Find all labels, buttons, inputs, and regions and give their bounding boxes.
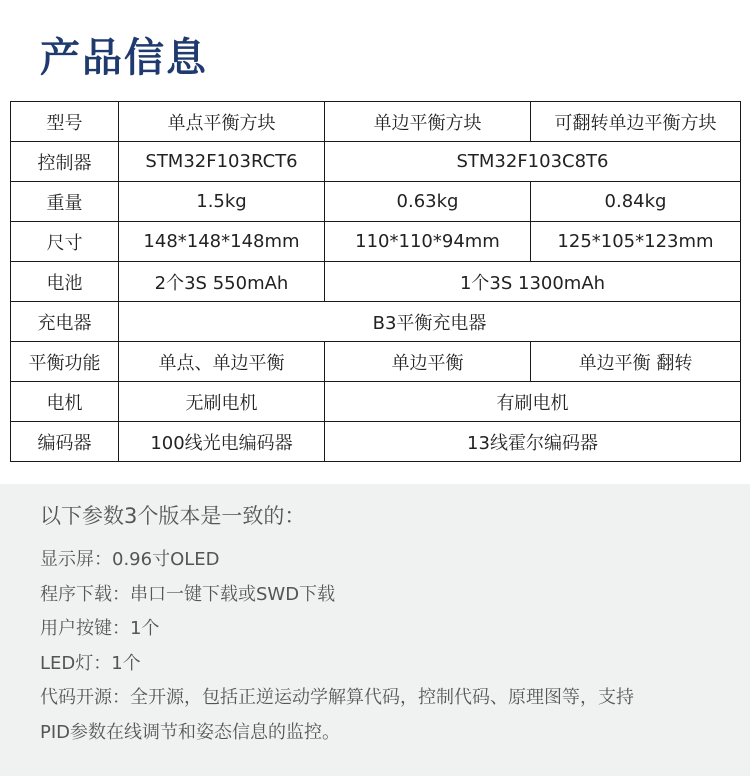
table-cell: 1.5kg bbox=[119, 182, 325, 222]
table-row-weight bbox=[11, 182, 741, 222]
table-cell: 无刷电机 bbox=[119, 382, 325, 422]
table-cell: 0.84kg bbox=[531, 182, 741, 222]
table-cell: 单边平衡 翻转 bbox=[531, 342, 741, 382]
table-row-motor bbox=[11, 382, 741, 422]
table-cell: 1个3S 1300mAh bbox=[325, 262, 741, 302]
spec-line-led: LED灯：1个 bbox=[40, 652, 141, 674]
table-cell: 2个3S 550mAh bbox=[119, 262, 325, 302]
row-label: 电池 bbox=[11, 262, 119, 302]
header-cell-single-point: 单点平衡方块 bbox=[119, 102, 325, 142]
common-specs-heading: 以下参数3个版本是一致的： bbox=[40, 504, 306, 528]
table-cell: 单点、单边平衡 bbox=[119, 342, 325, 382]
header-cell-single-edge: 单边平衡方块 bbox=[325, 102, 531, 142]
table-cell: 13线霍尔编码器 bbox=[325, 422, 741, 462]
table-cell: STM32F103C8T6 bbox=[325, 142, 741, 182]
table-row-balance-function bbox=[11, 342, 741, 382]
table-cell: 单边平衡 bbox=[325, 342, 531, 382]
spec-line-download: 程序下载：串口一键下载或SWD下载 bbox=[40, 583, 336, 605]
table-cell: 有刷电机 bbox=[325, 382, 741, 422]
page-title: 产品信息 bbox=[40, 35, 208, 81]
table-row-controller bbox=[11, 142, 741, 182]
row-label: 控制器 bbox=[11, 142, 119, 182]
row-label: 重量 bbox=[11, 182, 119, 222]
header-cell-flippable: 可翻转单边平衡方块 bbox=[531, 102, 741, 142]
spec-table bbox=[10, 101, 741, 462]
spec-line-opensource: 代码开源：全开源，包括正逆运动学解算代码，控制代码、原理图等，支持 bbox=[40, 687, 634, 708]
table-row-battery bbox=[11, 262, 741, 302]
row-label: 充电器 bbox=[11, 302, 119, 342]
row-label: 平衡功能 bbox=[11, 342, 119, 382]
table-cell: 110*110*94mm bbox=[325, 222, 531, 262]
table-header-row bbox=[11, 102, 741, 142]
spec-line-display: 显示屏：0.96寸OLED bbox=[40, 549, 220, 570]
common-specs-section bbox=[40, 503, 730, 750]
table-cell: B3平衡充电器 bbox=[119, 302, 741, 342]
header-cell-model: 型号 bbox=[11, 102, 119, 142]
table-row-encoder bbox=[11, 422, 741, 462]
row-label: 编码器 bbox=[11, 422, 119, 462]
row-label: 尺寸 bbox=[11, 222, 119, 262]
table-cell: 100线光电编码器 bbox=[119, 422, 325, 462]
spec-line-opensource-cont: PID参数在线调节和姿态信息的监控。 bbox=[40, 721, 341, 743]
spec-line-button: 用户按键：1个 bbox=[40, 618, 160, 639]
table-row-size bbox=[11, 222, 741, 262]
table-cell: 125*105*123mm bbox=[531, 222, 741, 262]
table-cell: 148*148*148mm bbox=[119, 222, 325, 262]
row-label: 电机 bbox=[11, 382, 119, 422]
table-cell: STM32F103RCT6 bbox=[119, 142, 325, 182]
table-cell: 0.63kg bbox=[325, 182, 531, 222]
table-row-charger bbox=[11, 302, 741, 342]
